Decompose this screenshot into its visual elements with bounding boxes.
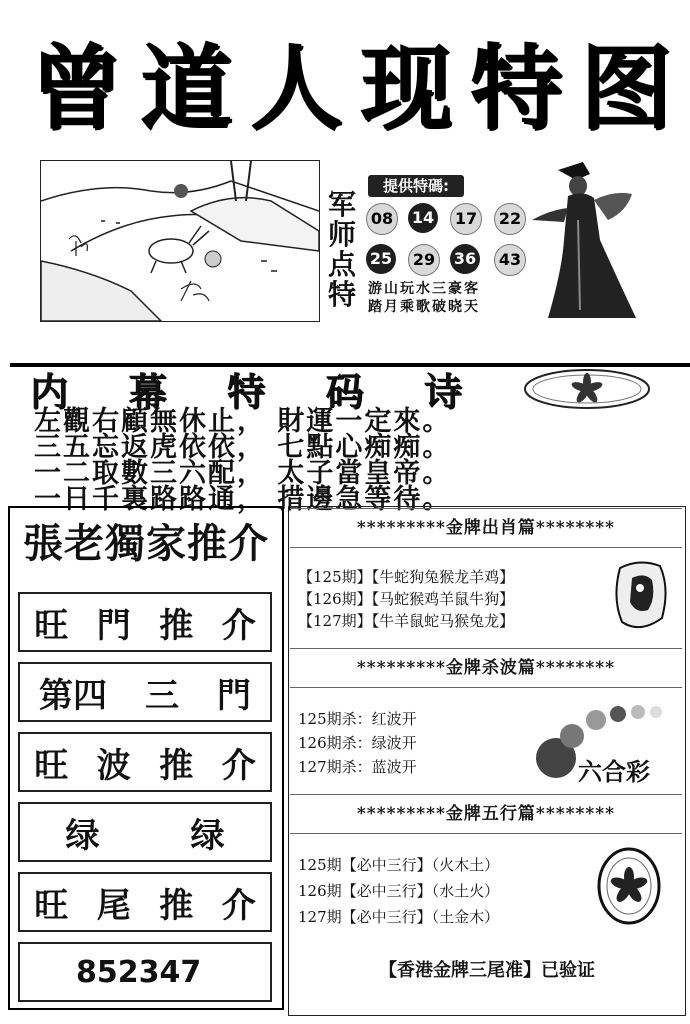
tip-row: 125期【必中三行】（火木土） — [298, 856, 500, 874]
zhang-title: 張老獨家推介 — [23, 520, 269, 567]
tail-numbers: 852347 — [76, 954, 202, 990]
section-header: *********金牌杀波篇******** — [290, 648, 682, 688]
box-char: 門 — [96, 605, 131, 646]
bauhinia-emblem-icon — [596, 846, 662, 926]
tip-row: 【126期】【马蛇猴鸡羊鼠牛狗】 — [298, 590, 515, 608]
bauhinia-emblem-icon — [522, 368, 652, 410]
box-char: 介 — [221, 745, 256, 786]
recommend-box — [18, 662, 272, 722]
couplet-line: 游山玩水三豪客 — [368, 281, 480, 297]
poem-title-char: 内 — [30, 369, 69, 414]
couplet-line: 踏月乘歌破晓天 — [368, 299, 480, 315]
number-ball: 14 — [408, 203, 438, 233]
box-char: 绿 — [190, 815, 225, 856]
box-char: 旺 — [34, 605, 69, 646]
box-char: 三 — [145, 675, 179, 716]
poem-line: 左觀右顧無休止， 財運一定來。 — [34, 406, 452, 437]
poem-title-char: 码 — [325, 369, 364, 414]
number-ball: 17 — [450, 203, 482, 235]
box-char: 第四 — [39, 675, 107, 716]
poem-line: 一二取數三六配， 太子當皇帝。 — [34, 458, 452, 489]
illustration-panel — [40, 160, 320, 322]
box-char: 旺 — [34, 745, 69, 786]
title-char: 特 — [469, 34, 560, 142]
title-char: 道 — [139, 34, 230, 142]
rabbit-landscape-illustration — [41, 161, 319, 321]
recommend-box — [18, 732, 272, 792]
box-char: 推 — [159, 885, 194, 926]
box-char: 尾 — [96, 885, 131, 926]
poem-title-char: 幕 — [128, 369, 167, 414]
boxer-cartoon-icon — [610, 558, 672, 634]
poem-line: 一日千裏路路通， 措邊急等待。 — [34, 484, 452, 515]
box-char: 門 — [217, 675, 251, 716]
tip-row: 125期杀：红波开 — [298, 710, 417, 728]
number-ball: 08 — [366, 203, 398, 235]
title-char: 曾 — [30, 34, 121, 142]
strategist-figure — [528, 160, 638, 320]
page-title — [30, 28, 670, 148]
box-char: 推 — [159, 745, 194, 786]
title-char: 现 — [359, 34, 450, 142]
box-char: 介 — [221, 605, 256, 646]
box-char: 绿 — [65, 815, 100, 856]
number-ball: 29 — [408, 244, 440, 276]
number-ball: 43 — [494, 244, 526, 276]
number-ball: 36 — [450, 244, 480, 274]
mark-six-logo-text: 六合彩 — [578, 757, 650, 786]
recommend-box — [18, 592, 272, 652]
recommend-box — [18, 942, 272, 1002]
tip-row: 【125期】【牛蛇狗兔猴龙羊鸡】 — [298, 568, 515, 586]
box-char: 波 — [96, 745, 131, 786]
title-char: 人 — [249, 34, 340, 142]
number-ball: 25 — [366, 244, 396, 274]
title-char: 图 — [579, 34, 670, 142]
divider — [10, 363, 690, 367]
junshi-label — [322, 190, 362, 310]
tip-row: 126期杀：绿波开 — [298, 734, 417, 752]
recommend-box — [18, 802, 272, 862]
junshi-char: 师 — [327, 218, 356, 251]
junshi-char: 军 — [327, 188, 356, 221]
poem-line: 三五忘返虎依依， 七點心痴痴。 — [34, 432, 452, 463]
poem-title-char: 特 — [226, 369, 265, 414]
tip-row: 126期【必中三行】（水土火） — [298, 882, 500, 900]
poem-title-char: 诗 — [423, 369, 462, 414]
junshi-char: 特 — [327, 278, 356, 311]
number-ball: 22 — [494, 203, 526, 235]
provide-label: 提供特碼: — [368, 175, 464, 197]
tip-row: 127期【必中三行】（土金木） — [298, 908, 500, 926]
box-char: 介 — [221, 885, 256, 926]
box-char: 旺 — [34, 885, 69, 926]
recommend-box — [18, 872, 272, 932]
junshi-char: 点 — [327, 248, 356, 281]
tip-row: 【127期】【牛羊鼠蛇马猴兔龙】 — [298, 612, 515, 630]
verified-footer: 【香港金牌三尾准】已验证 — [379, 960, 595, 981]
tip-row: 127期杀：蓝波开 — [298, 758, 417, 776]
section-header: *********金牌出肖篇******** — [290, 508, 682, 548]
section-header: *********金牌五行篇******** — [290, 794, 682, 834]
box-char: 推 — [159, 605, 194, 646]
